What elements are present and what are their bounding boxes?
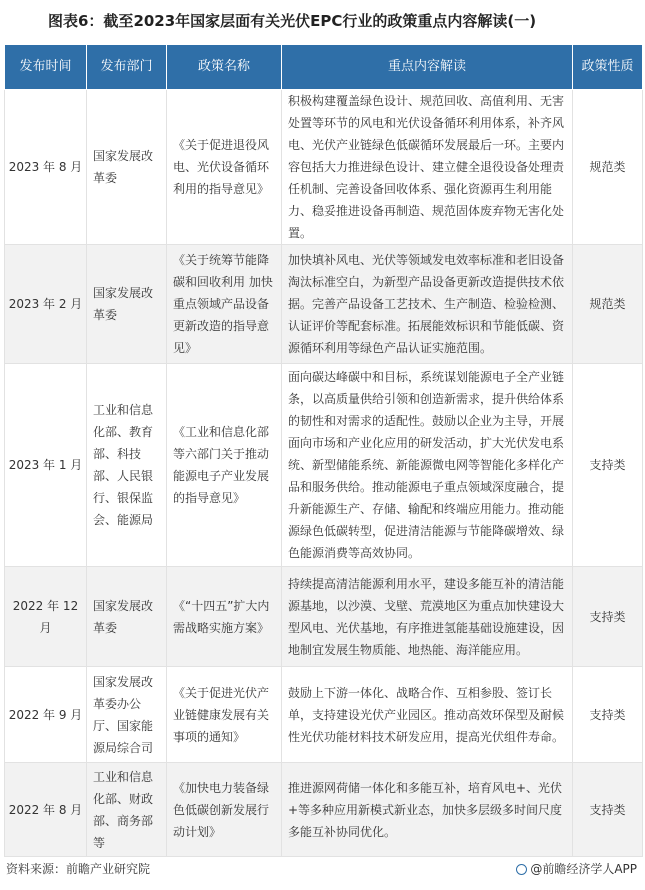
header-name: 政策名称	[167, 45, 282, 90]
cell-nature: 规范类	[573, 245, 643, 364]
table-row	[5, 667, 643, 763]
cell-dept: 工业和信息化部、教育部、科技部、人民银行、银保监会、能源局	[87, 364, 167, 567]
cell-nature: 支持类	[573, 763, 643, 857]
cell-content: 面向碳达峰碳中和目标，系统谋划能源电子全产业链条，以高质量供给引领和创造新需求，提升供给体系的韧性和对需求的适配性。鼓励以企业为主导，开展面向市场和产业化应用的研发活动，扩大光伏发电系统、新型储能系统、新能源微电网等智能化多样化产品和服务供给。推动能源电子重点领域深度融合，提升新能源生产、存储、输配和终端应用能力。推动能源绿色低碳转型，促进清洁能源与节能降碳增效、绿色能源消费等高效协同。	[282, 364, 573, 567]
header-content: 重点内容解读	[282, 45, 573, 90]
cell-dept: 国家发展改革委	[87, 90, 167, 245]
cell-date: 2022 年 8 月	[5, 763, 87, 857]
header-date: 发布时间	[5, 45, 87, 90]
cell-nature: 支持类	[573, 567, 643, 667]
cell-name: 《工业和信息化部等六部门关于推动能源电子产业发展的指导意见》	[167, 364, 282, 567]
table-row	[5, 90, 643, 245]
cell-content: 鼓励上下游一体化、战略合作、互相参股、签订长单，支持建设光伏产业园区。推动高效环保型及耐候性光伏功能材料技术研发应用，提高光伏组件寿命。	[282, 667, 573, 763]
table-row	[5, 567, 643, 667]
cell-nature: 规范类	[573, 90, 643, 245]
cell-content: 积极构建覆盖绿色设计、规范回收、高值利用、无害处置等环节的风电和光伏设备循环利用体系，补齐风电、光伏产业链绿色低碳循环发展最后一环。主要内容包括大力推进绿色设计、建立健全退役设备处理责任机制、完善设备回收体系、强化资源再生利用能力、稳妥推进设备再制造、规范固体废弃物无害化处置。	[282, 90, 573, 245]
table-header-row	[5, 45, 643, 90]
cell-dept: 国家发展改革委办公厅、国家能源局综合司	[87, 667, 167, 763]
cell-date: 2022 年 12 月	[5, 567, 87, 667]
cell-content: 推进源网荷储一体化和多能互补，培育风电+、光伏+等多种应用新模式新业态，加快多层级多时间尺度多能互补协同优化。	[282, 763, 573, 857]
cell-date: 2023 年 8 月	[5, 90, 87, 245]
cell-name: 《加快电力装备绿色低碳创新发展行动计划》	[167, 763, 282, 857]
brand-logo-icon	[516, 864, 527, 875]
table-row	[5, 245, 643, 364]
brand-text: @前瞻经济学人APP	[530, 862, 637, 876]
cell-name: 《关于促进退役风电、光伏设备循环利用的指导意见》	[167, 90, 282, 245]
cell-date: 2023 年 1 月	[5, 364, 87, 567]
cell-date: 2023 年 2 月	[5, 245, 87, 364]
cell-dept: 工业和信息化部、财政部、商务部等	[87, 763, 167, 857]
table-row	[5, 364, 643, 567]
cell-nature: 支持类	[573, 364, 643, 567]
cell-content: 加快填补风电、光伏等领域发电效率标准和老旧设备淘汰标准空白，为新型产品设备更新改造提供技术依据。完善产品设备工艺技术、生产制造、检验检测、认证评价等配套标准。拓展能效标识和节能低碳、资源循环利用等绿色产品认证实施范围。	[282, 245, 573, 364]
cell-date: 2022 年 9 月	[5, 667, 87, 763]
cell-name: 《关于统筹节能降碳和回收利用 加快重点领域产品设备更新改造的指导意见》	[167, 245, 282, 364]
brand-attribution	[516, 860, 637, 878]
cell-name: 《关于促进光伏产业链健康发展有关事项的通知》	[167, 667, 282, 763]
source-note: 资料来源：前瞻产业研究院	[6, 862, 151, 876]
cell-content: 持续提高清洁能源利用水平，建设多能互补的清洁能源基地，以沙漠、戈壁、荒漠地区为重点加快建设大型风电、光伏基地，有序推进氢能基础设施建设，因地制宜发展生物质能、地热能、海洋能应用。	[282, 567, 573, 667]
cell-nature: 支持类	[573, 667, 643, 763]
policy-table	[4, 44, 643, 857]
cell-dept: 国家发展改革委	[87, 245, 167, 364]
cell-dept: 国家发展改革委	[87, 567, 167, 667]
header-dept: 发布部门	[87, 45, 167, 90]
header-nature: 政策性质	[573, 45, 643, 90]
chart-title: 图表6：截至2023年国家层面有关光伏EPC行业的政策重点内容解读(一)	[48, 12, 537, 30]
cell-name: 《“十四五”扩大内需战略实施方案》	[167, 567, 282, 667]
table-row	[5, 763, 643, 857]
